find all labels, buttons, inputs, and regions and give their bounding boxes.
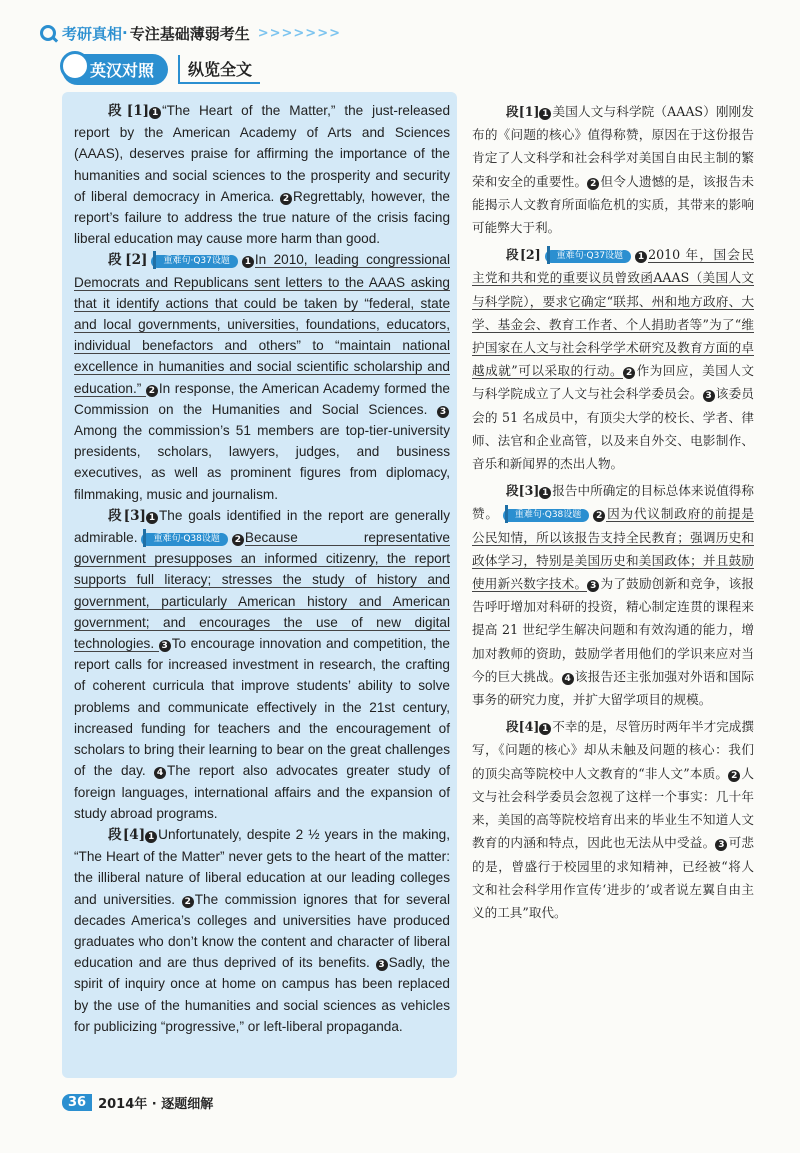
paragraph-label: 段[3] bbox=[108, 507, 146, 524]
en-p3-s2-key: Because representative government presupposes an informed citizenry, the report supports full literacy; stresses the study of history and government, particularly American history and American government; and encourages the use of new digital technologies. bbox=[74, 530, 450, 652]
sentence-marker: 1 bbox=[242, 256, 254, 268]
en-paragraph-1 bbox=[74, 100, 450, 249]
sentence-marker: 1 bbox=[539, 487, 551, 499]
sentence-marker: 2 bbox=[587, 178, 599, 190]
key-sentence-tag: 重难句·Q37设题 bbox=[151, 255, 237, 268]
sentence-marker: 1 bbox=[146, 512, 158, 524]
sentence-marker: 3 bbox=[703, 390, 715, 402]
english-column bbox=[74, 100, 450, 1037]
section-title bbox=[62, 54, 260, 85]
sentence-marker: 2 bbox=[146, 385, 158, 397]
paragraph-label: 段[2] bbox=[108, 252, 148, 269]
section-tail: 纵览全文 bbox=[178, 55, 260, 84]
en-p4-s1: Unfortunately, despite 2 ½ years in the making, “The Heart of the Matter” never gets to the heart of the matter: the illiberal nature of liberal education at our leading colleges and universities. bbox=[74, 826, 450, 907]
page-number: 36 bbox=[62, 1094, 92, 1111]
sentence-marker: 1 bbox=[539, 723, 551, 735]
zh-p2-s3: 该委员会的 51 名成员中，有顶尖大学的校长、学者、律师、法官和企业高管，以及来自外交、电影制作、音乐和新闻界的杰出人物。 bbox=[472, 386, 755, 472]
zh-paragraph-2 bbox=[472, 243, 754, 475]
sentence-marker: 1 bbox=[635, 251, 647, 263]
en-paragraph-4 bbox=[74, 824, 450, 1037]
zh-p3-s3: 为了鼓励创新和竞争，该报告呼吁增加对科研的投资，精心制定连贯的课程来提高 21 世纪学生解决问题和有效沟通的能力，增加对教师的资助，鼓励学者用他们的学识来应对当今的巨大挑战。 bbox=[472, 576, 755, 684]
sentence-marker: 3 bbox=[159, 640, 171, 652]
sentence-marker: 2 bbox=[593, 510, 605, 522]
brand-name: 考研真相 bbox=[62, 24, 123, 43]
en-p4-s3: Sadly, the spirit of inquiry once at home on campus has been replaced by the use of the humanities and social sciences as vehicles for publicizing “progressive,” or left-liberal propaganda. bbox=[74, 955, 450, 1034]
zh-p1-s2: 但令人遗憾的是，该报告未能揭示人文教育所面临危机的实质，其带来的影响可能弊大于利。 bbox=[472, 173, 755, 236]
zh-p2-s1-key: 2010 年，国会民主党和共和党的重要议员曾致函AAAS（美国人文与科学院），要求它确定“联邦、州和地方政府、大学、基金会、教育工作者、个人捐助者等”为了“维护国家在人文与社会科学学术研究及教育方面的卓越成就”可以采取的行动。 bbox=[472, 247, 754, 379]
en-p2-s2: In response, the American Academy formed the Commission on the Humanities and Social Sciences. bbox=[74, 380, 450, 417]
en-p1-s1: “The Heart of the Matter,” the just-released report by the American Academy of Arts and Sciences (AAAS), deserves praise for affirming the importance of the humanities and social sciences to the prosperity and security of liberal democracy in America. bbox=[74, 103, 450, 204]
header-separator: · bbox=[122, 24, 128, 42]
chinese-column bbox=[472, 100, 754, 924]
sentence-marker: 1 bbox=[539, 108, 551, 120]
sentence-marker: 3 bbox=[376, 959, 388, 971]
zh-p1-s1: 美国人文与科学院（AAAS）刚刚发布的《问题的核心》值得称赞，原因在于这份报告肯定了人文科学和社会科学对美国自由民主制的繁荣和安全的重要性。 bbox=[472, 104, 754, 189]
sentence-marker: 1 bbox=[149, 107, 161, 119]
sentence-marker: 3 bbox=[587, 580, 599, 592]
paragraph-label: 段[1] bbox=[506, 104, 540, 119]
sentence-marker: 2 bbox=[182, 896, 194, 908]
zh-p4-s1: 不幸的是，尽管历时两年半才完成撰写，《问题的核心》却从未触及问题的核心：我们的顶尖高等院校中人文教育的“非人文”本质。 bbox=[472, 719, 755, 781]
en-p3-s3: To encourage innovation and competition, the report calls for increased investment in research, the crafting of coherent curricula that improve students’ ability to solve problems and communicate effectively in the 21st century, increased funding for teachers and the encouragement of scholars to bring their learning to bear on the great challenges of the day. bbox=[74, 636, 450, 779]
en-p3-s1: The goals identified in the report are generally admirable. bbox=[74, 507, 450, 546]
sentence-marker: 2 bbox=[728, 770, 740, 782]
page-footer bbox=[62, 1093, 213, 1112]
sentence-marker: 2 bbox=[232, 534, 244, 546]
sentence-marker: 1 bbox=[145, 831, 157, 843]
en-p2-s1-key: In 2010, leading congressional Democrats and Republicans sent letters to the AAAS asking that it identify actions that could be taken by “federal, state and local governments, universities, foundations, educators, individual benefactors and others” to “maintain national excellence in humanities and social scientific scholarship and education.” bbox=[74, 252, 450, 396]
paragraph-label: 段[4] bbox=[506, 719, 540, 735]
zh-p4-s3: 可悲的是，曾盛行于校园里的求知精神，已经被“将人文和社会科学用作宣传‘进步的’或者说左翼自由主义的工具”取代。 bbox=[472, 835, 755, 920]
header-arrows-icon: >>>>>>> bbox=[257, 25, 341, 41]
en-paragraph-2 bbox=[74, 249, 450, 504]
sentence-marker: 4 bbox=[562, 673, 574, 685]
header-subtitle: 专注基础薄弱考生 bbox=[129, 24, 250, 43]
sentence-marker: 2 bbox=[280, 193, 292, 205]
en-paragraph-3 bbox=[74, 505, 450, 824]
magnifier-q-icon bbox=[40, 25, 56, 41]
running-header bbox=[40, 22, 341, 44]
paragraph-label: 段[3] bbox=[506, 483, 540, 499]
sentence-marker: 3 bbox=[715, 839, 727, 851]
zh-p3-s1: 报告中所确定的目标总体来说值得称赞。 bbox=[472, 483, 755, 522]
sentence-marker: 4 bbox=[154, 767, 166, 779]
sentence-marker: 2 bbox=[623, 367, 635, 379]
zh-p2-s2: 作为回应，美国人文与科学院成立了人文与社会科学委员会。 bbox=[472, 363, 754, 402]
footer-text: 2014年 · 逐题细解 bbox=[98, 1097, 214, 1112]
en-p3-s4: The report also advocates greater study of foreign languages, international affairs and the expansion of study abroad programs. bbox=[74, 763, 450, 821]
zh-p3-s2-key: 因为代议制政府的前提是公民知情，所以该报告支持全民教育；强调历史和政体学习，特别是美国历史和美国政体；并且鼓励使用新兴数字技术。 bbox=[472, 506, 755, 592]
zh-paragraph-3 bbox=[472, 479, 754, 711]
key-sentence-tag: 重难句·Q37设题 bbox=[545, 250, 631, 263]
sentence-marker: 3 bbox=[437, 406, 449, 418]
en-p2-s3: Among the commission’s 51 members are top-tier-university presidents, scholars, lawyers, judges, and business executives, as well as prominent figures from diplomacy, filmmaking, music and journalism. bbox=[74, 423, 450, 502]
section-badge: 英汉对照 bbox=[62, 54, 168, 85]
paragraph-label: 段[4] bbox=[108, 826, 146, 843]
key-sentence-tag: 重难句·Q38设题 bbox=[141, 533, 227, 546]
paragraph-label: 段[1] bbox=[108, 103, 150, 119]
key-sentence-tag: 重难句·Q38设题 bbox=[503, 509, 589, 522]
zh-paragraph-4 bbox=[472, 715, 754, 924]
zh-p4-s2: 人文与社会科学委员会忽视了这样一个事实：几十年来，美国的高等院校培育出来的毕业生不知道人文教育的内涵和特点，因此也无法从中受益。 bbox=[472, 765, 754, 851]
en-p1-s2: Regrettably, however, the report’s failure to address the true nature of the crisis facing liberal education may cause more harm than good. bbox=[74, 188, 450, 247]
zh-paragraph-1 bbox=[472, 100, 754, 239]
paragraph-label: 段[2] bbox=[506, 247, 541, 263]
en-p4-s2: The commission ignores that for several decades America’s colleges and universities have produced graduates who don’t know the content and character of liberal education and are thus deprived of its benefits. bbox=[74, 891, 450, 971]
zh-p3-s4: 该报告还主张加强对外语和国际事务的研究力度，并扩大留学项目的规模。 bbox=[472, 668, 755, 708]
